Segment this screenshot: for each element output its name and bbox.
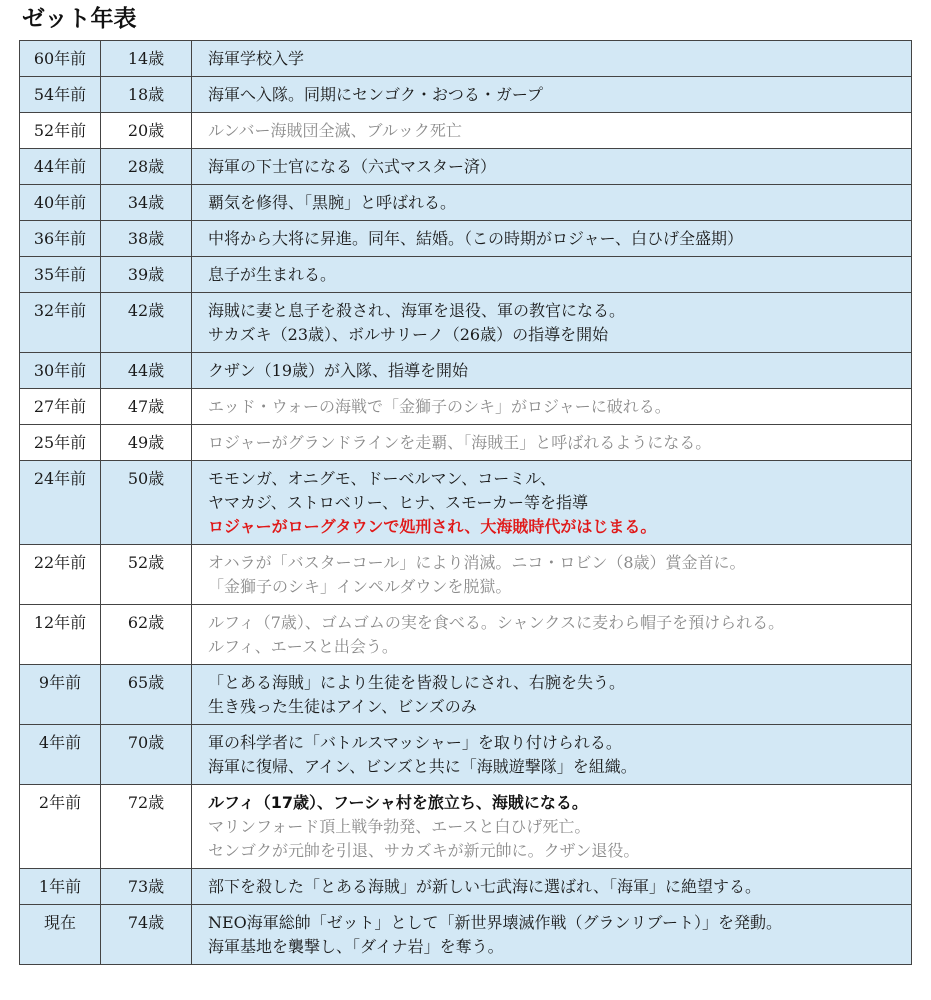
years-ago-cell: 12年前 xyxy=(20,605,101,665)
event-cell xyxy=(192,41,912,77)
event-cell xyxy=(192,77,912,113)
timeline-table xyxy=(19,40,912,965)
years-ago-cell: 9年前 xyxy=(20,665,101,725)
timeline-row xyxy=(20,461,912,545)
event-cell xyxy=(192,905,912,965)
highlight-event-line: ロジャーがローグタウンで処刑され、大海賊時代がはじまる。 xyxy=(208,517,657,536)
timeline-row xyxy=(20,785,912,869)
event-line: クザン（19歳）が入隊、指導を開始 xyxy=(208,361,469,380)
event-line: ルフィ（7歳）、ゴムゴムの実を食べる。シャンクスに麦わら帽子を預けられる。 xyxy=(208,613,785,632)
timeline-row xyxy=(20,353,912,389)
age-cell: 42歳 xyxy=(101,293,192,353)
age-cell: 49歳 xyxy=(101,425,192,461)
years-ago-cell: 2年前 xyxy=(20,785,101,869)
timeline-row xyxy=(20,545,912,605)
timeline-row xyxy=(20,77,912,113)
age-cell: 50歳 xyxy=(101,461,192,545)
age-cell: 72歳 xyxy=(101,785,192,869)
event-line: ヤマカジ、ストロベリー、ヒナ、スモーカー等を指導 xyxy=(208,493,589,512)
event-line: センゴクが元帥を引退、サカズキが新元帥に。クザン退役。 xyxy=(208,841,640,860)
event-cell xyxy=(192,185,912,221)
timeline-row xyxy=(20,221,912,257)
event-cell xyxy=(192,869,912,905)
event-cell xyxy=(192,149,912,185)
event-line: 海軍へ入隊。同期にセンゴク・おつる・ガープ xyxy=(208,85,544,104)
years-ago-cell: 22年前 xyxy=(20,545,101,605)
years-ago-cell: 4年前 xyxy=(20,725,101,785)
timeline-row xyxy=(20,185,912,221)
years-ago-cell: 60年前 xyxy=(20,41,101,77)
event-line: サカズキ（23歳）、ボルサリーノ（26歳）の指導を開始 xyxy=(208,325,609,344)
event-line: 海軍学校入学 xyxy=(208,49,305,68)
event-line: 海軍基地を襲撃し、「ダイナ岩」を奪う。 xyxy=(208,937,504,956)
age-cell: 34歳 xyxy=(101,185,192,221)
event-cell xyxy=(192,605,912,665)
event-cell xyxy=(192,113,912,149)
page-title: ゼット年表 xyxy=(22,6,137,32)
event-line: 生き残った生徒はアイン、ビンズのみ xyxy=(208,697,477,716)
years-ago-cell: 44年前 xyxy=(20,149,101,185)
age-cell: 18歳 xyxy=(101,77,192,113)
event-cell xyxy=(192,389,912,425)
age-cell: 44歳 xyxy=(101,353,192,389)
timeline-row xyxy=(20,665,912,725)
years-ago-cell: 1年前 xyxy=(20,869,101,905)
event-line: 覇気を修得、「黒腕」と呼ばれる。 xyxy=(208,193,457,212)
timeline-row xyxy=(20,293,912,353)
age-cell: 14歳 xyxy=(101,41,192,77)
event-cell xyxy=(192,461,912,545)
event-line: エッド・ウォーの海戦で「金獅子のシキ」がロジャーに破れる。 xyxy=(208,397,671,416)
timeline-row xyxy=(20,905,912,965)
age-cell: 73歳 xyxy=(101,869,192,905)
event-line: NEO海軍総帥「ゼット」として「新世界壊滅作戦（グランリブート）」を発動。 xyxy=(208,913,782,932)
timeline-row xyxy=(20,425,912,461)
age-cell: 28歳 xyxy=(101,149,192,185)
years-ago-cell: 現在 xyxy=(20,905,101,965)
event-line: ルフィ、エースと出会う。 xyxy=(208,637,398,656)
age-cell: 74歳 xyxy=(101,905,192,965)
age-cell: 65歳 xyxy=(101,665,192,725)
age-cell: 20歳 xyxy=(101,113,192,149)
years-ago-cell: 24年前 xyxy=(20,461,101,545)
event-cell xyxy=(192,545,912,605)
event-line: 「とある海賊」により生徒を皆殺しにされ、右腕を失う。 xyxy=(208,673,625,692)
event-line: 海賊に妻と息子を殺され、海軍を退役、軍の教官になる。 xyxy=(208,301,625,320)
years-ago-cell: 32年前 xyxy=(20,293,101,353)
event-cell xyxy=(192,425,912,461)
event-line: 息子が生まれる。 xyxy=(208,265,337,284)
timeline-row xyxy=(20,389,912,425)
event-line: 軍の科学者に「バトルスマッシャー」を取り付けられる。 xyxy=(208,733,622,752)
years-ago-cell: 35年前 xyxy=(20,257,101,293)
timeline-row xyxy=(20,149,912,185)
event-cell xyxy=(192,293,912,353)
age-cell: 39歳 xyxy=(101,257,192,293)
event-cell xyxy=(192,221,912,257)
event-line: 中将から大将に昇進。同年、結婚。（この時期がロジャー、白ひげ全盛期） xyxy=(208,229,744,248)
age-cell: 52歳 xyxy=(101,545,192,605)
timeline-body xyxy=(20,41,912,965)
years-ago-cell: 25年前 xyxy=(20,425,101,461)
event-line: 「金獅子のシキ」インペルダウンを脱獄。 xyxy=(208,577,512,596)
timeline-row xyxy=(20,869,912,905)
event-line: 海軍に復帰、アイン、ビンズと共に「海賊遊撃隊」を組織。 xyxy=(208,757,637,776)
timeline-row xyxy=(20,725,912,785)
event-line: モモンガ、オニグモ、ドーベルマン、コーミル、 xyxy=(208,469,557,488)
timeline-row xyxy=(20,41,912,77)
timeline-row xyxy=(20,605,912,665)
event-cell xyxy=(192,665,912,725)
event-line: ルンバー海賊団全滅、ブルック死亡 xyxy=(208,121,462,140)
event-cell xyxy=(192,725,912,785)
event-cell xyxy=(192,785,912,869)
age-cell: 62歳 xyxy=(101,605,192,665)
timeline-row xyxy=(20,113,912,149)
years-ago-cell: 40年前 xyxy=(20,185,101,221)
age-cell: 38歳 xyxy=(101,221,192,257)
event-line: ロジャーがグランドラインを走覇、「海賊王」と呼ばれるようになる。 xyxy=(208,433,712,452)
years-ago-cell: 30年前 xyxy=(20,353,101,389)
event-line: ルフィ（17歳）、フーシャ村を旅立ち、海賊になる。 xyxy=(208,793,588,812)
age-cell: 47歳 xyxy=(101,389,192,425)
event-line: オハラが「バスターコール」により消滅。ニコ・ロビン（8歳）賞金首に。 xyxy=(208,553,746,572)
years-ago-cell: 54年前 xyxy=(20,77,101,113)
event-cell xyxy=(192,257,912,293)
event-cell xyxy=(192,353,912,389)
event-line: マリンフォード頂上戦争勃発、エースと白ひげ死亡。 xyxy=(208,817,591,836)
event-line: 部下を殺した「とある海賊」が新しい七武海に選ばれ、「海軍」に絶望する。 xyxy=(208,877,761,896)
years-ago-cell: 27年前 xyxy=(20,389,101,425)
years-ago-cell: 36年前 xyxy=(20,221,101,257)
years-ago-cell: 52年前 xyxy=(20,113,101,149)
age-cell: 70歳 xyxy=(101,725,192,785)
event-line: 海軍の下士官になる（六式マスター済） xyxy=(208,157,497,176)
timeline-row xyxy=(20,257,912,293)
